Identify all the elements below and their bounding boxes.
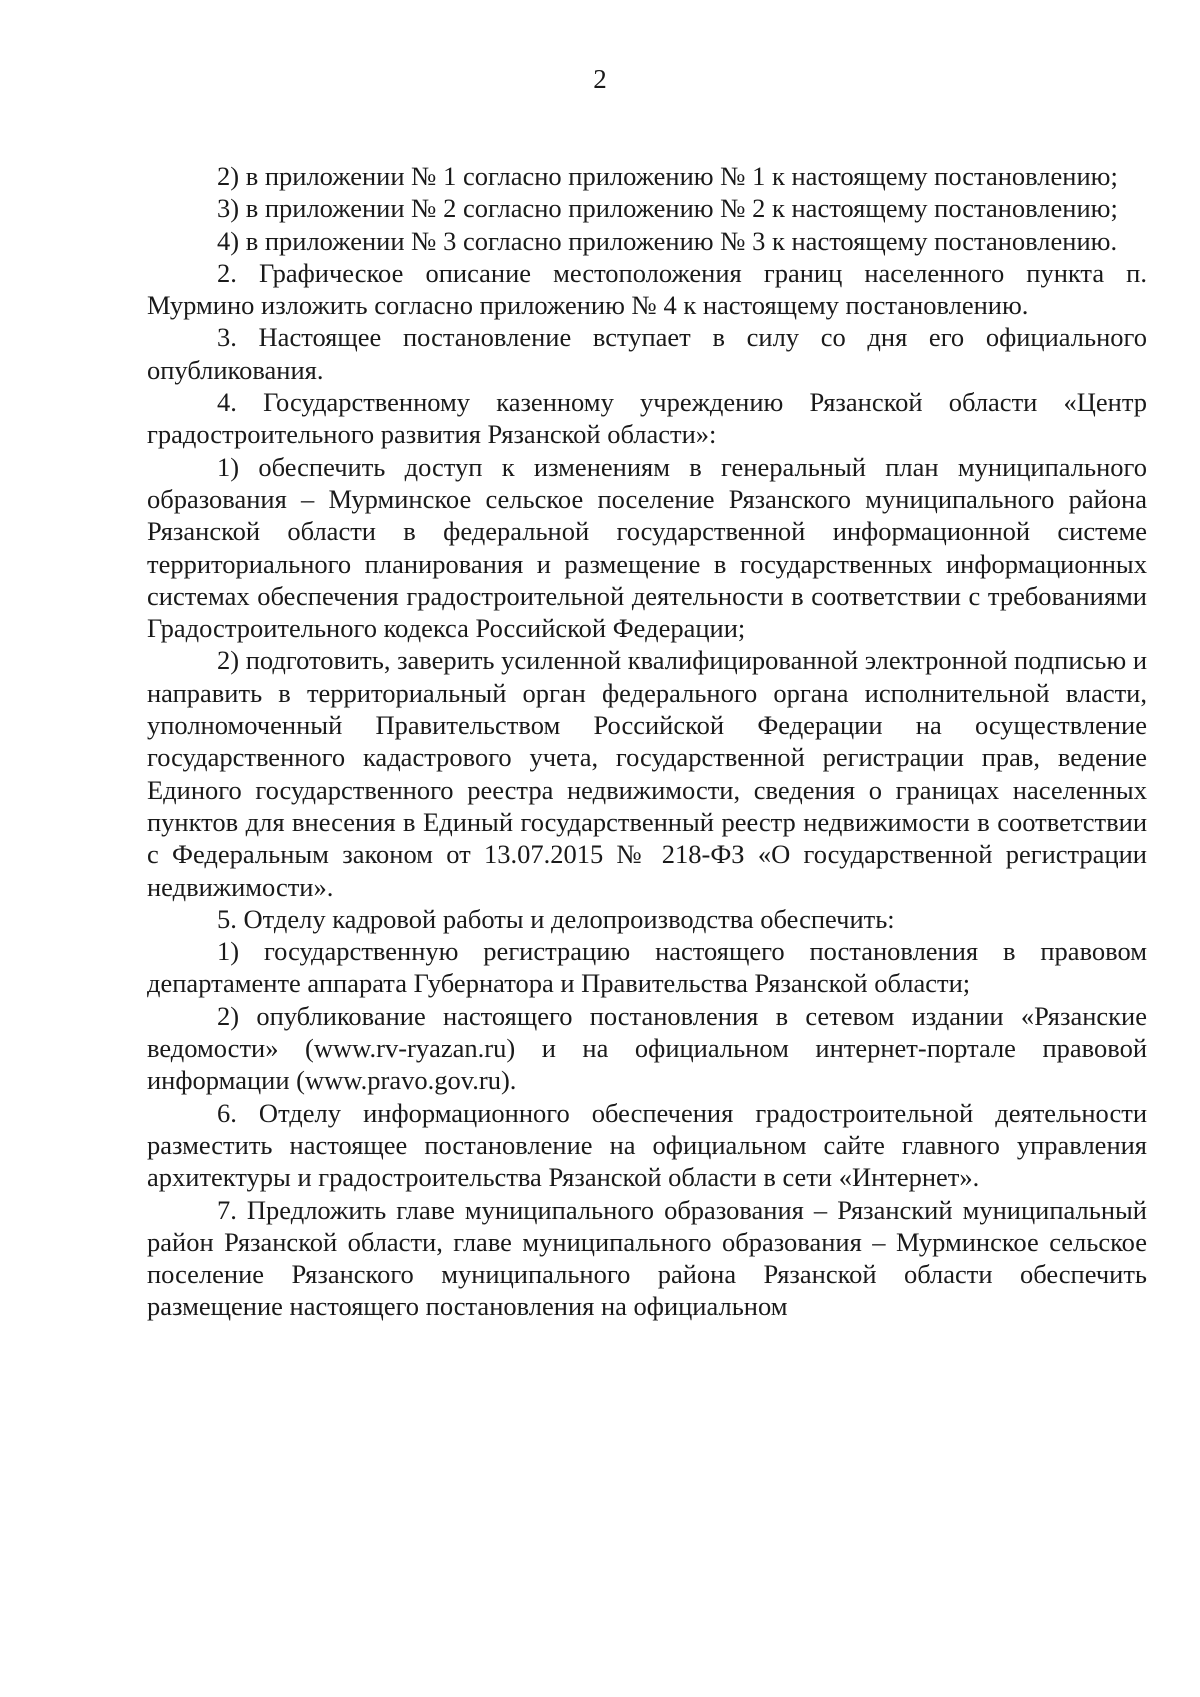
- paragraph-4-item-2-registry: 2) подготовить, заверить усиленной квалифицированной электронной подписью и направить в территориальный орган федерального органа исполнительной власти, уполномоченный Правительством Российской Федерации на осуществление государственного кадастрового учета, государственной регистрации прав, ведение Единого государственного реестра недвижимости, сведения о границах населенных пунктов для внесения в Единый государственный реестр недвижимости в соответствии с Федеральным законом от 13.07.2015 № 218-ФЗ «О государственной регистрации недвижимости».: [147, 645, 1147, 902]
- paragraph-3-entry-into-force: 3. Настоящее постановление вступает в силу со дня его официального опубликования.: [147, 322, 1147, 385]
- paragraph-5-item-1-registration: 1) государственную регистрацию настоящего постановления в правовом департаменте аппарата Губернатора и Правительства Рязанской области;: [147, 936, 1147, 999]
- paragraph-item-3-appendix-2: 3) в приложении № 2 согласно приложению № 2 к настоящему постановлению;: [217, 193, 1118, 224]
- paragraph-4-item-1-access: 1) обеспечить доступ к изменениям в генеральный план муниципального образования – Мурминское сельское поселение Рязанского муниципального района Рязанской области в федеральной государственной информационной системе территориального планирования и размещение в государственных информационных системах обеспечения градостроительной деятельности в соответствии с требованиями Градостроительного кодекса Российской Федерации;: [147, 451, 1147, 644]
- paragraph-7-propose-heads: 7. Предложить главе муниципального образования – Рязанский муниципальный район Рязанской области, главе муниципального образования – Мурминское сельское поселение Рязанского муниципального района Рязанской области обеспечить размещение настоящего постановления на официальном: [147, 1194, 1147, 1322]
- paragraph-2-graphic-description: 2. Графическое описание местоположения границ населенного пункта п. Мурмино изложить согласно приложению № 4 к настоящему постановлению.: [147, 257, 1147, 321]
- paragraph-item-4-appendix-3: 4) в приложении № 3 согласно приложению № 3 к настоящему постановлению.: [217, 225, 1118, 256]
- paragraph-5-personnel-department: 5. Отделу кадровой работы и делопроизводства обеспечить:: [217, 903, 895, 934]
- paragraph-item-2-appendix-1: 2) в приложении № 1 согласно приложению № 1 к настоящему постановлению;: [217, 161, 1118, 191]
- paragraph-5-item-2-publication: 2) опубликование настоящего постановления в сетевом издании «Рязанские ведомости» (www.rv-ryazan.ru) и на официальном интернет-портале правовой информации (www.pravo.gov.ru).: [147, 1000, 1147, 1096]
- paragraph-6-information-department: 6. Отделу информационного обеспечения градостроительной деятельности разместить настоящее постановление на официальном сайте главного управления архитектуры и градостроительства Рязанской области в сети «Интернет».: [147, 1097, 1147, 1193]
- page-number: 2: [593, 64, 607, 94]
- paragraph-4-state-institution: 4. Государственному казенному учреждению Рязанской области «Центр градостроительного развития Рязанской области»:: [147, 387, 1147, 450]
- document-body: [147, 160, 1147, 1323]
